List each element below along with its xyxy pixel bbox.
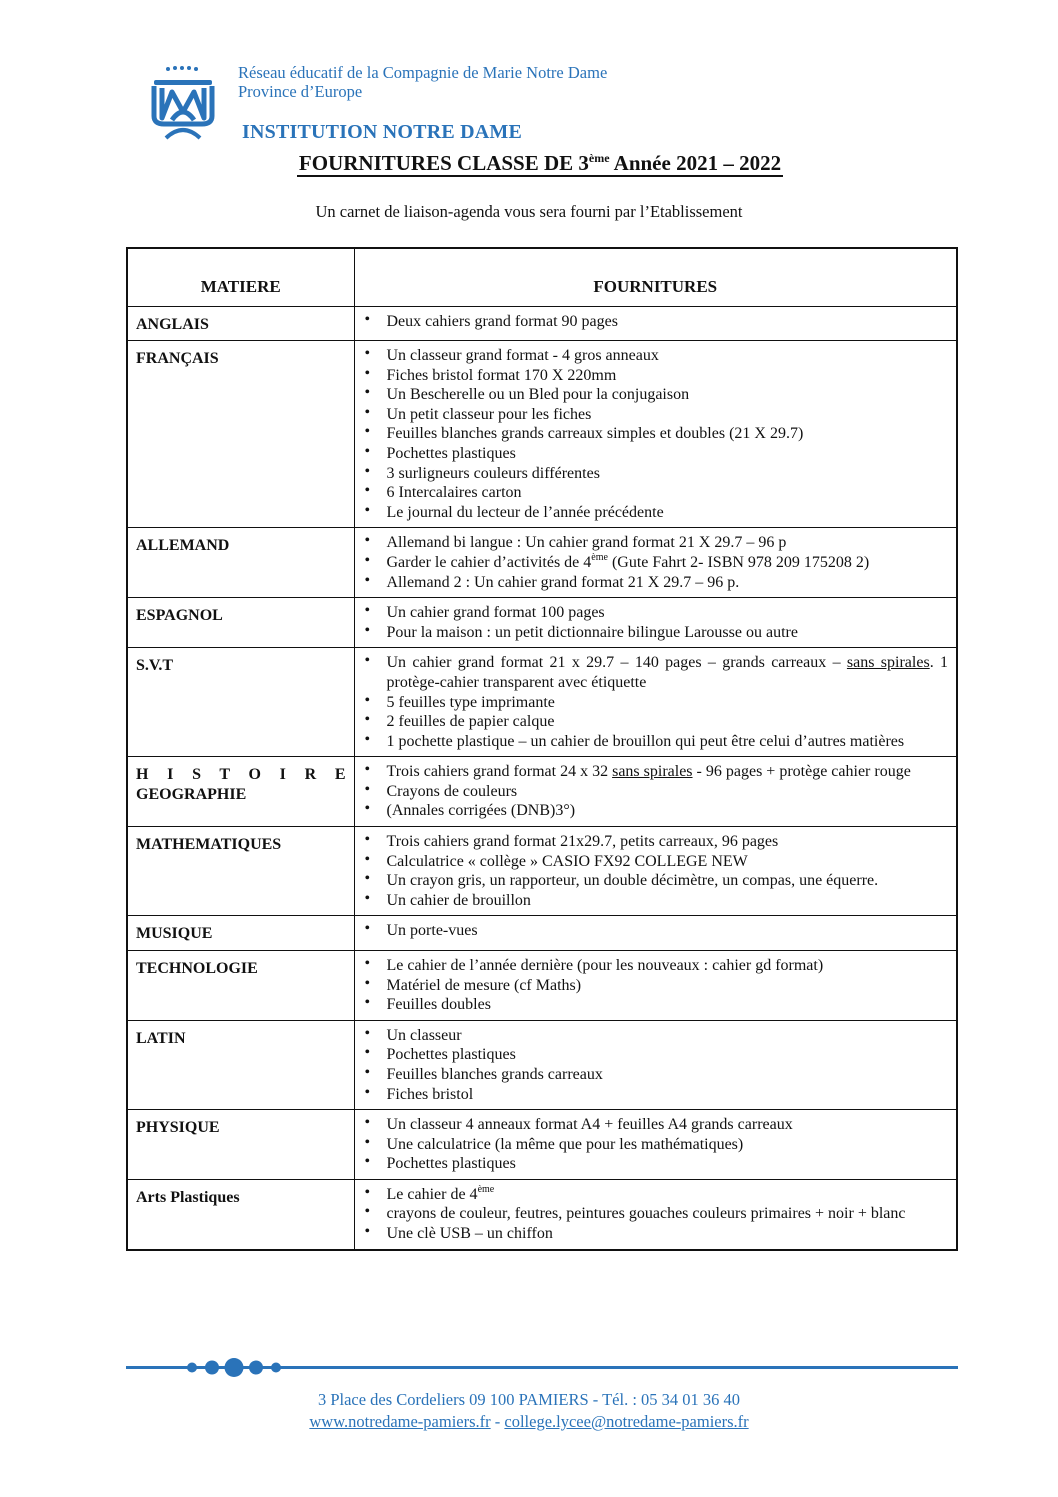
list-item: • Le cahier de l’année dernière (pour les nouveaux : cahier gd format) — [363, 956, 949, 976]
supplies-cell — [354, 950, 957, 1020]
institution-name: INSTITUTION NOTRE DAME — [242, 121, 523, 143]
subject-cell: MATHEMATIQUES — [127, 827, 354, 916]
list-item: • Crayons de couleurs — [363, 782, 949, 802]
list-item: • Fiches bristol — [363, 1085, 949, 1105]
list-item: • Trois cahiers grand format 24 x 32 sans spirales - 96 pages + protège cahier rouge — [363, 762, 949, 782]
title-suffix: Année 2021 – 2022 — [609, 151, 782, 175]
list-item: • Fiches bristol format 170 X 220mm — [363, 366, 949, 386]
subject-cell: MUSIQUE — [127, 916, 354, 951]
dotted-divider-icon — [126, 1357, 958, 1379]
supplies-cell — [354, 1110, 957, 1180]
list-item: • Un classeur 4 anneaux format A4 + feuilles A4 grands carreaux — [363, 1115, 949, 1135]
list-item: • Un classeur — [363, 1026, 949, 1046]
column-header-supplies: FOURNITURES — [354, 248, 957, 306]
subject-cell: Arts Plastiques — [127, 1179, 354, 1249]
supplies-cell — [354, 341, 957, 528]
table-row — [127, 916, 957, 951]
intro-text: Un carnet de liaison-agenda vous sera fourni par l’Etablissement — [315, 202, 743, 221]
list-item: • 1 pochette plastique – un cahier de brouillon qui peut être celui d’autres matières — [363, 732, 949, 752]
list-item: • Le cahier de 4ème — [363, 1185, 949, 1205]
list-item: • Un crayon gris, un rapporteur, un double décimètre, un compas, une équerre. — [363, 871, 949, 891]
table-row — [127, 827, 957, 916]
list-item: • Un cahier grand format 21 x 29.7 – 140 pages – grands carreaux – sans spirales. 1 protège-cahier transparent avec étiquette — [363, 653, 949, 692]
subject-cell: PHYSIQUE — [127, 1110, 354, 1180]
table-row — [127, 757, 957, 827]
network-line-2: Province d’Europe — [238, 82, 363, 101]
list-item: • crayons de couleur, feutres, peintures gouaches couleurs primaires + noir + blanc — [363, 1204, 949, 1224]
list-item: • Un Bescherelle ou un Bled pour la conjugaison — [363, 385, 949, 405]
list-item: • Trois cahiers grand format 21x29.7, petits carreaux, 96 pages — [363, 832, 949, 852]
table-row — [127, 648, 957, 757]
subject-cell: ALLEMAND — [127, 528, 354, 598]
footer-separator: - — [490, 1412, 505, 1431]
table-row — [127, 598, 957, 648]
list-item: • Un cahier de brouillon — [363, 891, 949, 911]
subject-cell — [127, 757, 354, 827]
document-title — [0, 146, 1058, 177]
subject-cell: ESPAGNOL — [127, 598, 354, 648]
list-item: • Le journal du lecteur de l’année précédente — [363, 503, 949, 523]
supplies-cell — [354, 1020, 957, 1109]
supplies-cell — [354, 598, 957, 648]
column-header-subject: MATIERE — [127, 248, 354, 306]
table-row — [127, 341, 957, 528]
list-item: • Garder le cahier d’activités de 4ème (Gute Fahrt 2- ISBN 978 209 175208 2) — [363, 553, 949, 573]
list-item: • 5 feuilles type imprimante — [363, 693, 949, 713]
network-line-1: Réseau éducatif de la Compagnie de Marie Notre Dame — [238, 63, 608, 82]
list-item: • Une calculatrice (la même que pour les mathématiques) — [363, 1135, 949, 1155]
network-name — [238, 63, 607, 101]
subject-cell: LATIN — [127, 1020, 354, 1109]
table-row — [127, 306, 957, 341]
footer-address: 3 Place des Cordeliers 09 100 PAMIERS - Tél. : 05 34 01 36 40 — [317, 1390, 741, 1409]
table-row — [127, 1179, 957, 1249]
list-item: • Allemand bi langue : Un cahier grand format 21 X 29.7 – 96 p — [363, 533, 949, 553]
list-item: • Un porte-vues — [363, 921, 949, 941]
table-row — [127, 950, 957, 1020]
list-item: • (Annales corrigées (DNB)3°) — [363, 801, 949, 821]
supplies-cell — [354, 648, 957, 757]
list-item: • Pochettes plastiques — [363, 1045, 949, 1065]
supplies-cell — [354, 1179, 957, 1249]
list-item: • Pochettes plastiques — [363, 444, 949, 464]
table-header-row — [127, 248, 957, 306]
list-item: • Une clè USB – un chiffon — [363, 1224, 949, 1244]
footer-contacts — [0, 1412, 1058, 1432]
table-row — [127, 1110, 957, 1180]
list-item: • Matériel de mesure (cf Maths) — [363, 976, 949, 996]
list-item: • Calculatrice « collège » CASIO FX92 COLLEGE NEW — [363, 852, 949, 872]
title-superscript: ème — [588, 151, 610, 165]
notre-dame-logo — [146, 66, 220, 140]
subject-line-1: H I S T O I R E — [136, 766, 346, 784]
website-link[interactable]: www.notredame-pamiers.fr — [309, 1412, 491, 1431]
supplies-cell — [354, 757, 957, 827]
list-item: • Un classeur grand format - 4 gros anneaux — [363, 346, 949, 366]
subject-cell: ANGLAIS — [127, 306, 354, 341]
subject-cell: S.V.T — [127, 648, 354, 757]
list-item: • Feuilles blanches grands carreaux simples et doubles (21 X 29.7) — [363, 424, 949, 444]
list-item: • 6 Intercalaires carton — [363, 483, 949, 503]
list-item: • Pochettes plastiques — [363, 1154, 949, 1174]
list-item: • 2 feuilles de papier calque — [363, 712, 949, 732]
table-row — [127, 528, 957, 598]
list-item: • Feuilles blanches grands carreaux — [363, 1065, 949, 1085]
subject-cell: TECHNOLOGIE — [127, 950, 354, 1020]
supplies-table — [126, 247, 958, 1251]
list-item: • Pour la maison : un petit dictionnaire bilingue Larousse ou autre — [363, 623, 949, 643]
supplies-cell — [354, 827, 957, 916]
list-item: • Un petit classeur pour les fiches — [363, 405, 949, 425]
list-item: • Un cahier grand format 100 pages — [363, 603, 949, 623]
supplies-cell — [354, 528, 957, 598]
table-row — [127, 1020, 957, 1109]
list-item: • Feuilles doubles — [363, 995, 949, 1015]
subject-cell: FRANÇAIS — [127, 341, 354, 528]
subject-line-2: GEOGRAPHIE — [136, 785, 247, 803]
supplies-cell — [354, 306, 957, 341]
list-item: • 3 surligneurs couleurs différentes — [363, 464, 949, 484]
email-link[interactable]: college.lycee@notredame-pamiers.fr — [504, 1412, 749, 1431]
list-item: • Allemand 2 : Un cahier grand format 21 X 29.7 – 96 p. — [363, 573, 949, 593]
supplies-cell — [354, 916, 957, 951]
list-item: • Deux cahiers grand format 90 pages — [363, 312, 949, 332]
title-prefix: FOURNITURES CLASSE DE 3 — [298, 151, 589, 175]
